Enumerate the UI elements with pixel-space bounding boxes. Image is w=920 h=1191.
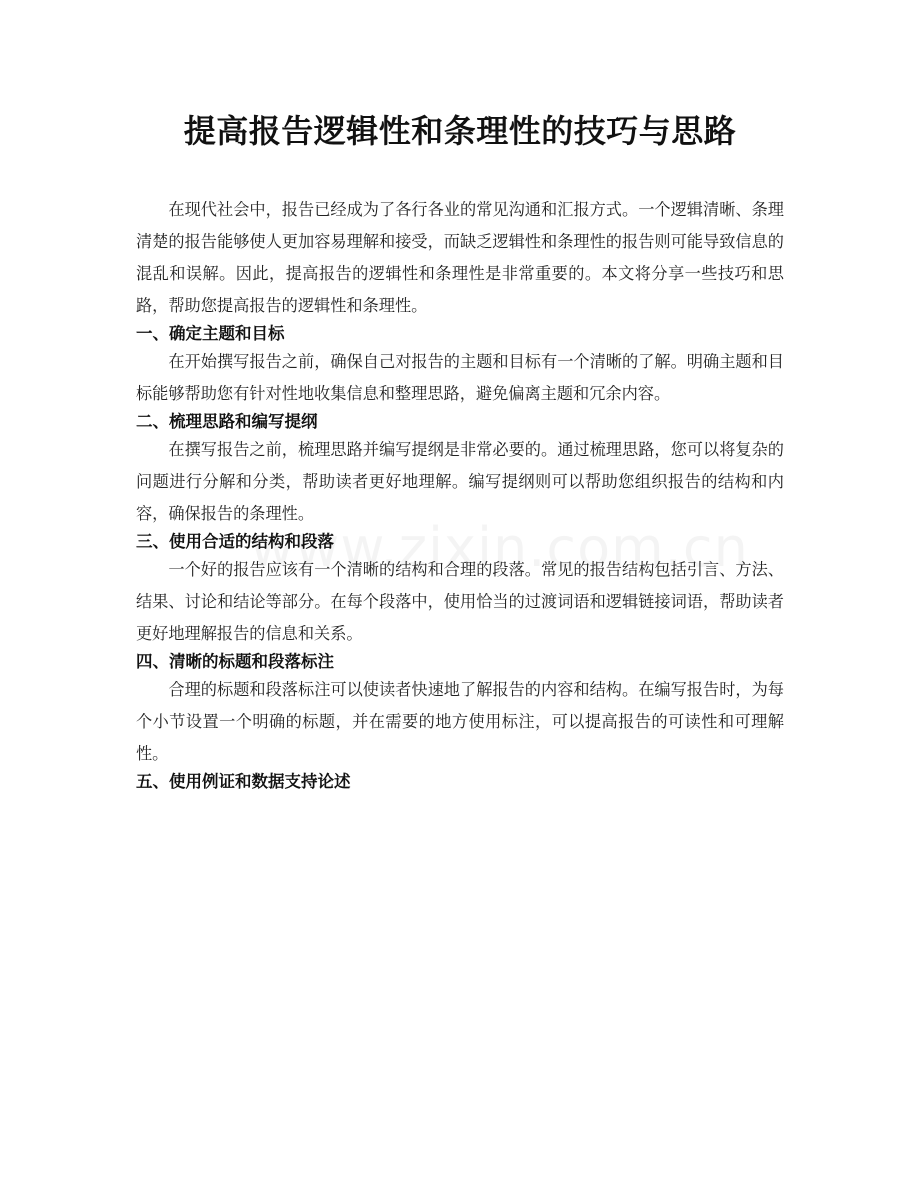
section-2-heading: 二、梳理思路和编写提纲 <box>136 412 318 431</box>
section-2-body: 在撰写报告之前，梳理思路并编写提纲是非常必要的。通过梳理思路，您可以将复杂的问题进行分解和分类，帮助读者更好地理解。编写提纲则可以帮助您组织报告的结构和内容，确保报告的条理性。 <box>136 440 784 523</box>
section-3-body: 一个好的报告应该有一个清晰的结构和合理的段落。常见的报告结构包括引言、方法、结果、讨论和结论等部分。在每个段落中，使用恰当的过渡词语和逻辑链接词语，帮助读者更好地理解报告的信息和关系。 <box>136 560 784 643</box>
section-4-body: 合理的标题和段落标注可以使读者快速地了解报告的内容和结构。在编写报告时，为每个小节设置一个明确的标题，并在需要的地方使用标注，可以提高报告的可读性和可理解性。 <box>136 680 784 763</box>
intro-paragraph: 在现代社会中，报告已经成为了各行各业的常见沟通和汇报方式。一个逻辑清晰、条理清楚的报告能够使人更加容易理解和接受，而缺乏逻辑性和条理性的报告则可能导致信息的混乱和误解。因此，提高报告的逻辑性和条理性是非常重要的。本文将分享一些技巧和思路，帮助您提高报告的逻辑性和条理性。 <box>136 200 784 315</box>
section-1-body: 在开始撰写报告之前，确保自己对报告的主题和目标有一个清晰的了解。明确主题和目标能够帮助您有针对性地收集信息和整理思路，避免偏离主题和冗余内容。 <box>136 352 784 403</box>
section-3-heading: 三、使用合适的结构和段落 <box>136 532 334 551</box>
section-1-heading: 一、确定主题和目标 <box>136 324 285 343</box>
section-4-heading: 四、清晰的标题和段落标注 <box>136 652 334 671</box>
section-5-heading: 五、使用例证和数据支持论述 <box>136 772 351 791</box>
document-title: 提高报告逻辑性和条理性的技巧与思路 <box>183 112 737 150</box>
